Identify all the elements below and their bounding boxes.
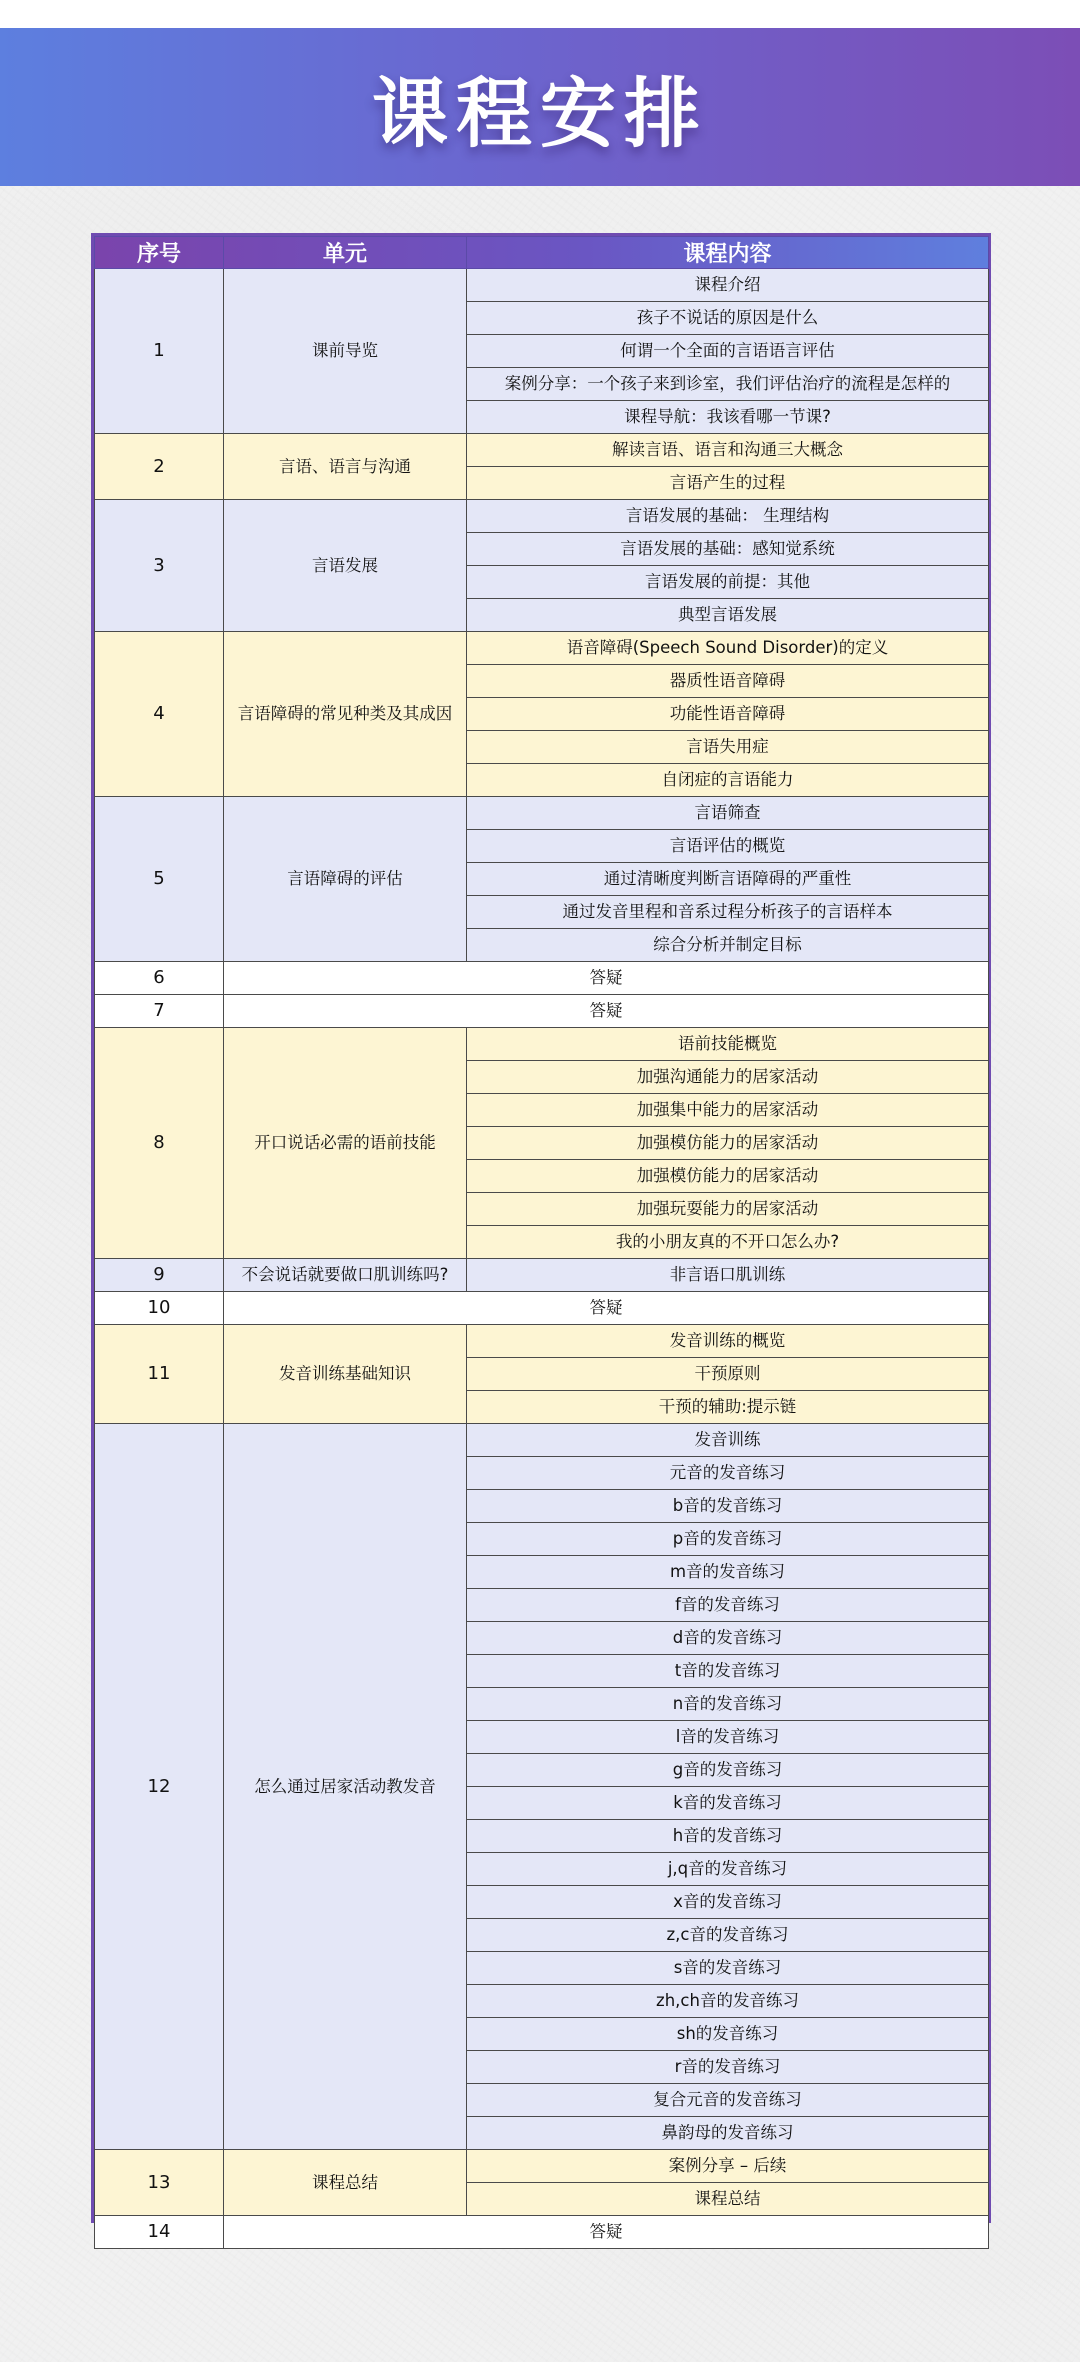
content-cell: 言语产生的过程: [467, 467, 989, 500]
row-number: 2: [95, 434, 224, 500]
unit-cell: 怎么通过居家活动教发音: [224, 1424, 467, 2150]
row-number: 6: [95, 962, 224, 995]
content-cell: b音的发音练习: [467, 1490, 989, 1523]
table-row: [95, 500, 989, 533]
content-cell: s音的发音练习: [467, 1952, 989, 1985]
content-cell: zh,ch音的发音练习: [467, 1985, 989, 2018]
content-cell: 案例分享：一个孩子来到诊室，我们评估治疗的流程是怎样的: [467, 368, 989, 401]
unit-cell: 言语障碍的常见种类及其成因: [224, 632, 467, 797]
row-number: 7: [95, 995, 224, 1028]
table-row: [95, 1325, 989, 1358]
row-number: 5: [95, 797, 224, 962]
table-row: [95, 1424, 989, 1457]
content-cell: 言语筛查: [467, 797, 989, 830]
content-cell: 语前技能概览: [467, 1028, 989, 1061]
content-cell: h音的发音练习: [467, 1820, 989, 1853]
content-cell: 功能性语音障碍: [467, 698, 989, 731]
content-cell: 我的小朋友真的不开口怎么办?: [467, 1226, 989, 1259]
content-cell: 言语失用症: [467, 731, 989, 764]
header-content: 课程内容: [467, 237, 989, 269]
table-row: [95, 434, 989, 467]
content-cell: 课程导航：我该看哪一节课?: [467, 401, 989, 434]
row-number: 12: [95, 1424, 224, 2150]
content-cell: 干预原则: [467, 1358, 989, 1391]
content-cell: 言语发展的前提：其他: [467, 566, 989, 599]
content-cell: 课程总结: [467, 2183, 989, 2216]
unit-cell: 不会说话就要做口肌训练吗?: [224, 1259, 467, 1292]
qa-session-cell: 答疑: [224, 1292, 989, 1325]
unit-cell: 发音训练基础知识: [224, 1325, 467, 1424]
row-number: 9: [95, 1259, 224, 1292]
content-cell: 言语评估的概览: [467, 830, 989, 863]
row-number: 4: [95, 632, 224, 797]
unit-cell: 课程总结: [224, 2150, 467, 2216]
content-cell: 综合分析并制定目标: [467, 929, 989, 962]
content-cell: z,c音的发音练习: [467, 1919, 989, 1952]
unit-cell: 言语发展: [224, 500, 467, 632]
content-cell: 加强沟通能力的居家活动: [467, 1061, 989, 1094]
table-row: [95, 962, 989, 995]
row-number: 10: [95, 1292, 224, 1325]
content-cell: 元音的发音练习: [467, 1457, 989, 1490]
content-cell: 加强玩耍能力的居家活动: [467, 1193, 989, 1226]
table-body: [95, 269, 989, 2249]
row-number: 13: [95, 2150, 224, 2216]
table-row: [95, 797, 989, 830]
page-title: 课程安排: [372, 68, 708, 158]
content-cell: 发音训练的概览: [467, 1325, 989, 1358]
content-cell: x音的发音练习: [467, 1886, 989, 1919]
schedule-table-container: [91, 233, 991, 2242]
row-number: 14: [95, 2216, 224, 2249]
qa-session-cell: 答疑: [224, 995, 989, 1028]
content-cell: j,q音的发音练习: [467, 1853, 989, 1886]
content-cell: k音的发音练习: [467, 1787, 989, 1820]
content-cell: 干预的辅助:提示链: [467, 1391, 989, 1424]
qa-session-cell: 答疑: [224, 962, 989, 995]
content-cell: r音的发音练习: [467, 2051, 989, 2084]
content-cell: l音的发音练习: [467, 1721, 989, 1754]
content-cell: 器质性语音障碍: [467, 665, 989, 698]
schedule-table: [94, 236, 989, 2249]
content-cell: 加强模仿能力的居家活动: [467, 1160, 989, 1193]
table-row: [95, 2150, 989, 2183]
content-cell: 语音障碍(Speech Sound Disorder)的定义: [467, 632, 989, 665]
table-header-row: [95, 237, 989, 269]
content-cell: 何谓一个全面的言语语言评估: [467, 335, 989, 368]
content-cell: 课程介绍: [467, 269, 989, 302]
table-row: [95, 1028, 989, 1061]
unit-cell: 言语、语言与沟通: [224, 434, 467, 500]
content-cell: 加强集中能力的居家活动: [467, 1094, 989, 1127]
title-banner: [0, 28, 1080, 186]
table-row: [95, 269, 989, 302]
table-row: [95, 1292, 989, 1325]
content-cell: 典型言语发展: [467, 599, 989, 632]
table-row: [95, 995, 989, 1028]
content-cell: m音的发音练习: [467, 1556, 989, 1589]
content-cell: 解读言语、语言和沟通三大概念: [467, 434, 989, 467]
table-row: [95, 1259, 989, 1292]
content-cell: t音的发音练习: [467, 1655, 989, 1688]
table-row: [95, 632, 989, 665]
unit-cell: 言语障碍的评估: [224, 797, 467, 962]
content-cell: n音的发音练习: [467, 1688, 989, 1721]
content-cell: 加强模仿能力的居家活动: [467, 1127, 989, 1160]
content-cell: 发音训练: [467, 1424, 989, 1457]
row-number: 8: [95, 1028, 224, 1259]
unit-cell: 开口说话必需的语前技能: [224, 1028, 467, 1259]
top-strip: [0, 0, 1080, 28]
content-cell: 自闭症的言语能力: [467, 764, 989, 797]
row-number: 11: [95, 1325, 224, 1424]
table-row: [95, 2216, 989, 2249]
content-cell: 鼻韵母的发音练习: [467, 2117, 989, 2150]
content-cell: 复合元音的发音练习: [467, 2084, 989, 2117]
content-cell: 通过清晰度判断言语障碍的严重性: [467, 863, 989, 896]
unit-cell: 课前导览: [224, 269, 467, 434]
content-cell: sh的发音练习: [467, 2018, 989, 2051]
header-num: 序号: [95, 237, 224, 269]
content-cell: 案例分享 – 后续: [467, 2150, 989, 2183]
content-cell: 孩子不说话的原因是什么: [467, 302, 989, 335]
header-unit: 单元: [224, 237, 467, 269]
content-cell: 通过发音里程和音系过程分析孩子的言语样本: [467, 896, 989, 929]
content-cell: d音的发音练习: [467, 1622, 989, 1655]
content-cell: f音的发音练习: [467, 1589, 989, 1622]
content-cell: g音的发音练习: [467, 1754, 989, 1787]
content-cell: 言语发展的基础：感知觉系统: [467, 533, 989, 566]
content-cell: 言语发展的基础： 生理结构: [467, 500, 989, 533]
qa-session-cell: 答疑: [224, 2216, 989, 2249]
row-number: 3: [95, 500, 224, 632]
content-cell: p音的发音练习: [467, 1523, 989, 1556]
content-cell: 非言语口肌训练: [467, 1259, 989, 1292]
row-number: 1: [95, 269, 224, 434]
